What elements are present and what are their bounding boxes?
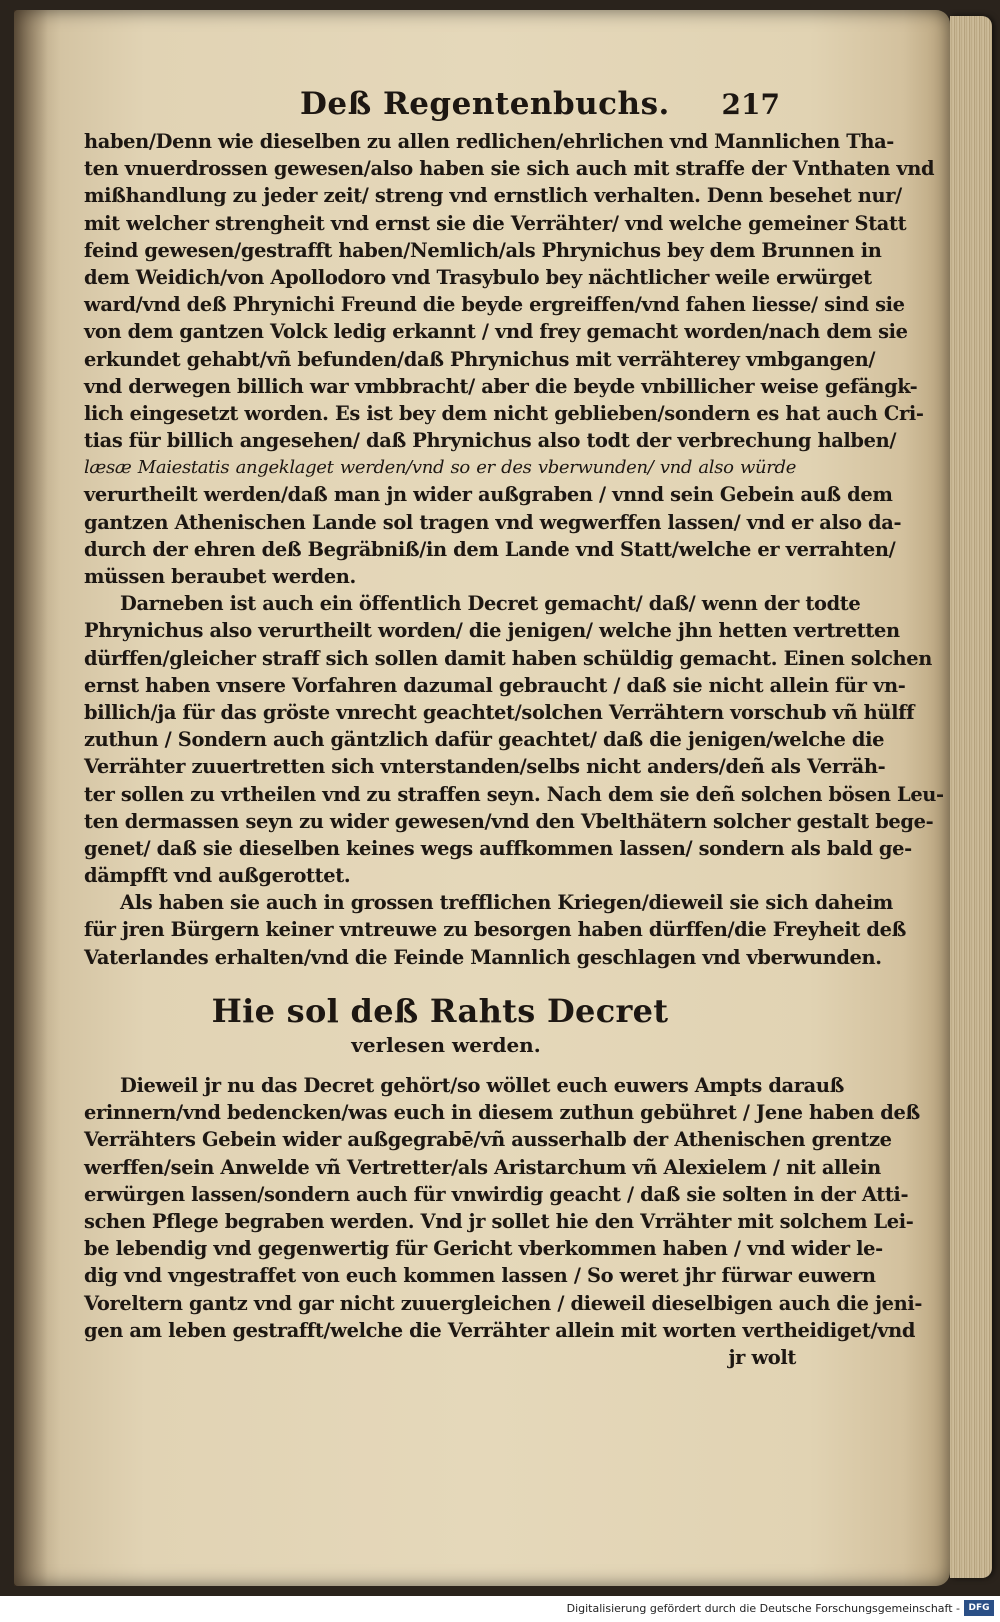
text-line: lich eingesetzt worden. Es ist bey dem nicht geblieben/sondern es hat auch Cri- xyxy=(84,401,924,425)
text-line: erwürgen lassen/sondern auch für vnwirdig geacht / daß sie solten in der Atti- xyxy=(84,1182,909,1206)
text-line: mißhandlung zu jeder zeit/ streng vnd ernstlich verhalten. Denn besehet nur/ xyxy=(84,184,902,208)
text-line: dürffen/gleicher straff sich sollen damit haben schüldig gemacht. Einen solchen xyxy=(84,646,933,670)
text-line: vnd derwegen billich war vmbbracht/ aber die beyde vnbillicher weise gefängk- xyxy=(84,374,918,398)
text-line: gen am leben gestrafft/welche die Verrähter allein mit worten vertheidiget/vnd xyxy=(84,1318,916,1342)
text-line: dämpfft vnd außgerottet. xyxy=(84,864,351,888)
text-line: billich/ja für das gröste vnrecht geachtet/solchen Verrähtern vorschub vñ hülff xyxy=(84,700,915,724)
section-heading xyxy=(84,992,796,1060)
text-line: genet/ daß sie dieselben keines wegs auffkommen lassen/ sondern als bald ge- xyxy=(84,836,912,860)
catchword: jr wolt xyxy=(728,1345,796,1369)
running-head xyxy=(300,86,780,126)
main-text-block xyxy=(84,128,944,971)
dfg-logo-icon: DFG xyxy=(964,1600,994,1616)
text-line: ter sollen zu vrtheilen vnd zu straffen seyn. Nach dem sie deñ solchen bösen Leu- xyxy=(84,782,944,806)
text-line: mit welcher strengheit vnd ernst sie die Verrähter/ vnd welche gemeiner Statt xyxy=(84,211,907,235)
footer-credit: Digitalisierung gefördert durch die Deutsche Forschungsgemeinschaft - xyxy=(566,1602,960,1615)
text-line: Darneben ist auch ein öffentlich Decret gemacht/ daß/ wenn der todte xyxy=(120,592,861,616)
text-line: Phrynichus also verurtheilt worden/ die jenigen/ welche jhn hetten vertretten xyxy=(84,619,900,643)
text-line: Verrähters Gebein wider außgegrabē/vñ ausserhalb der Athenischen grentze xyxy=(84,1128,892,1152)
text-line: gantzen Athenischen Lande sol tragen vnd wegwerffen lassen/ vnd er also da- xyxy=(84,510,902,534)
text-line: ten dermassen seyn zu wider gewesen/vnd den Vbelthätern solcher gestalt bege- xyxy=(84,809,934,833)
page-number: 217 xyxy=(721,88,780,121)
text-line: Vaterlandes erhalten/vnd die Feinde Mannlich geschlagen vnd vberwunden. xyxy=(84,945,882,969)
text-line: haben/Denn wie dieselben zu allen redlichen/ehrlichen vnd Mannlichen Tha- xyxy=(84,130,894,153)
second-text-block xyxy=(84,1072,923,1371)
text-line: für jren Bürgern keiner vntreuwe zu besorgen haben dürffen/die Freyheit deß xyxy=(84,918,906,942)
text-line: werffen/sein Anwelde vñ Vertretter/als Aristarchum vñ Alexielem / nit allein xyxy=(84,1155,881,1179)
page-gutter-shadow xyxy=(14,10,48,1586)
running-title: Deß Regentenbuchs. xyxy=(300,86,670,122)
text-line: erinnern/vnd bedencken/was euch in diesem zuthun gebühret / Jene haben deß xyxy=(84,1101,920,1125)
text-line: durch der ehren deß Begräbniß/in dem Lande vnd Statt/welche er verrahten/ xyxy=(84,537,896,561)
text-line: feind gewesen/gestrafft haben/Nemlich/als Phrynichus bey dem Brunnen in xyxy=(84,238,882,262)
text-line: erkundet gehabt/vñ befunden/daß Phrynichus mit verrähterey vmbgangen/ xyxy=(84,347,876,371)
heading-main: Hie sol deß Rahts Decret xyxy=(211,992,669,1030)
text-line: tias für billich angesehen/ daß Phrynichus also todt der verbrechung halben/ xyxy=(84,429,897,453)
text-line: dig vnd vngestraffet von euch kommen lassen / So weret jhr fürwar euwern xyxy=(84,1264,876,1288)
text-line: læsæ Maiestatis angeklaget werden/vnd so er des vberwunden/ vnd also würde xyxy=(84,457,796,479)
heading-sub: verlesen werden. xyxy=(351,1033,541,1057)
page-edges xyxy=(950,16,992,1578)
text-line: Dieweil jr nu das Decret gehört/so wöllet euch euwers Ampts darauß xyxy=(120,1074,844,1097)
text-line: Voreltern gantz vnd gar nicht zuuergleichen / dieweil dieselbigen auch die jeni- xyxy=(84,1291,923,1315)
text-line: verurtheilt werden/daß man jn wider außgraben / vnnd sein Gebein auß dem xyxy=(84,483,893,507)
text-line: dem Weidich/von Apollodoro vnd Trasybulo bey nächtlicher weile erwürget xyxy=(84,265,872,289)
text-line: ward/vnd deß Phrynichi Freund die beyde ergreiffen/vnd fahen liesse/ sind sie xyxy=(84,293,905,317)
text-line: be lebendig vnd gegenwertig für Gericht vberkommen haben / vnd wider le- xyxy=(84,1237,883,1261)
text-line: von dem gantzen Volck ledig erkannt / vnd frey gemacht worden/nach dem sie xyxy=(84,320,908,344)
text-line: zuthun / Sondern auch gäntzlich dafür geachtet/ daß die jenigen/welche die xyxy=(84,728,885,752)
text-line: Als haben sie auch in grossen trefflichen Kriegen/dieweil sie sich daheim xyxy=(120,891,893,915)
text-line: ten vnuerdrossen gewesen/also haben sie sich auch mit straffe der Vnthaten vnd xyxy=(84,157,935,181)
text-line: müssen beraubet werden. xyxy=(84,565,356,588)
text-line: schen Pflege begraben werden. Vnd jr sollet hie den Vrrähter mit solchem Lei- xyxy=(84,1209,914,1233)
text-line: Verrähter zuuertretten sich vnterstanden/selbs nicht anders/deñ als Verräh- xyxy=(84,755,886,779)
text-line: ernst haben vnsere Vorfahren dazumal gebraucht / daß sie nicht allein für vn- xyxy=(84,673,906,697)
digitization-footer xyxy=(0,1596,1000,1622)
